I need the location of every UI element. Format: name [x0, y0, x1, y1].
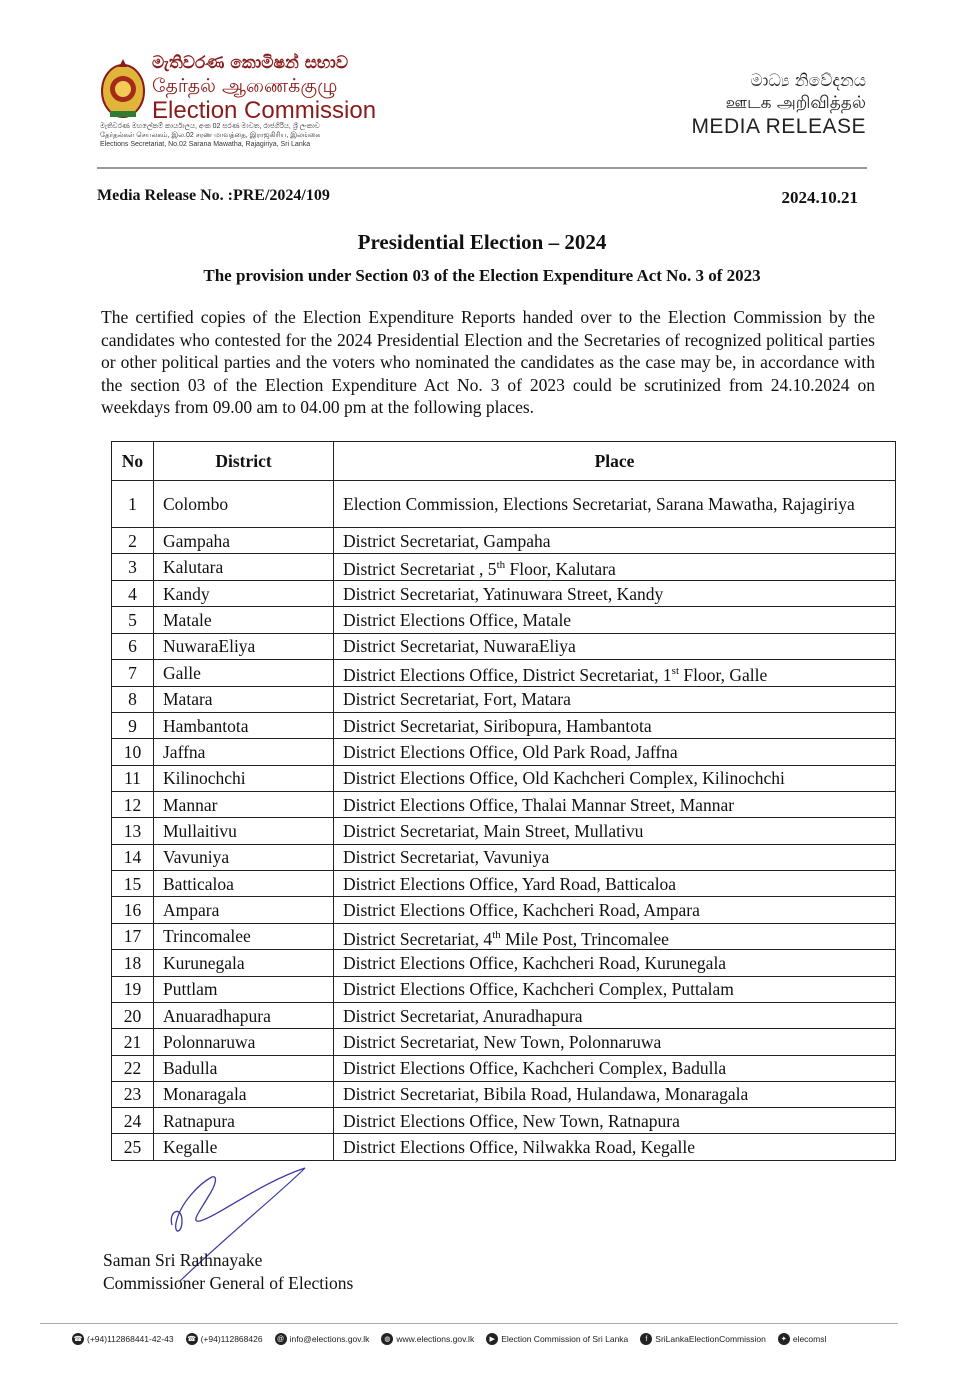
youtube-icon: ▶: [486, 1333, 498, 1345]
table-row: [112, 713, 896, 739]
header-no: No: [112, 442, 154, 481]
row-place: District Elections Office, New Town, Ratnapura: [334, 1108, 896, 1134]
row-place: District Secretariat, Vavuniya: [334, 844, 896, 870]
table-row: [112, 870, 896, 896]
release-number: Media Release No. :PRE/2024/109: [97, 187, 330, 204]
table-row: [112, 739, 896, 765]
table-row: [112, 1134, 896, 1160]
footer-contact-text: elecomsl: [792, 1334, 827, 1344]
row-district: Anuaradhapura: [154, 1002, 334, 1028]
footer-contact-text: (+94)112868441-42-43: [87, 1334, 174, 1344]
row-district: Kilinochchi: [154, 765, 334, 791]
table-row: [112, 660, 896, 687]
table-row: [112, 607, 896, 633]
document-title: Presidential Election – 2024: [357, 230, 607, 254]
row-district: Kalutara: [154, 554, 334, 581]
table-row: [112, 765, 896, 791]
row-district: Mannar: [154, 792, 334, 818]
body-paragraph: The certified copies of the Election Expenditure Reports handed over to the Election Commission by the candidates who contested for the 2024 Presidential Election and the Secretaries of recognized political parties or other political parties and the voters who nominated the candidates as the case may be, in accordance with the section 03 of the Election Expenditure Act No. 3 of 2023 could be scrutinized from 24.10.2024 on weekdays from 09.00 am to 04.00 pm at the following places.: [101, 307, 875, 417]
row-district: Jaffna: [154, 739, 334, 765]
footer-contact-item[interactable]: [778, 1333, 827, 1345]
table-row: [112, 481, 896, 528]
row-no: 12: [112, 792, 154, 818]
table-row: [112, 1055, 896, 1081]
brand-block: [152, 52, 376, 124]
row-district: Kandy: [154, 581, 334, 607]
signatory-name: Saman Sri Rathnayake: [103, 1250, 263, 1270]
address-sinhala: මැතිවරණ මහලේකම් කාර්යාලය, අංක 02 සරණ මාවත, රාජගිරිය, ශ්‍රී ලංකාව: [100, 123, 320, 130]
table-header-row: [112, 442, 896, 481]
row-no: 10: [112, 739, 154, 765]
row-no: 2: [112, 528, 154, 554]
row-no: 19: [112, 976, 154, 1002]
footer-contact-item[interactable]: [381, 1333, 474, 1345]
row-district: Matale: [154, 607, 334, 633]
row-no: 9: [112, 713, 154, 739]
row-district: Galle: [154, 660, 334, 687]
table-row: [112, 923, 896, 950]
header-district: District: [154, 442, 334, 481]
footer-contact-text: Election Commission of Sri Lanka: [501, 1334, 629, 1344]
row-no: 20: [112, 1002, 154, 1028]
phone-icon: ☎: [72, 1333, 84, 1345]
row-place: District Secretariat, Yatinuwara Street, Kandy: [334, 581, 896, 607]
row-district: Vavuniya: [154, 844, 334, 870]
row-place: District Secretariat, Gampaha: [334, 528, 896, 554]
row-place: District Secretariat, Siribopura, Hambantota: [334, 713, 896, 739]
place-text: District Secretariat , 5: [343, 559, 497, 580]
row-place: Election Commission, Elections Secretariat, Sarana Mawatha, Rajagiriya: [334, 481, 896, 528]
row-no: 22: [112, 1055, 154, 1081]
row-place: District Secretariat, Anuradhapura: [334, 1002, 896, 1028]
table-row: [112, 633, 896, 659]
signatory-designation: Commissioner General of Elections: [103, 1273, 354, 1293]
signatory-block: [103, 1249, 353, 1295]
table-row: [112, 844, 896, 870]
table-row: [112, 528, 896, 554]
row-no: 13: [112, 818, 154, 844]
row-no: 16: [112, 897, 154, 923]
twitter-icon: ✦: [778, 1333, 790, 1345]
place-text: Floor, Galle: [679, 664, 768, 685]
media-release-tamil: ஊடக அறிவித்தல்: [725, 93, 866, 113]
row-district: Colombo: [154, 481, 334, 528]
row-district: Hambantota: [154, 713, 334, 739]
footer-contact-text: info@elections.gov.lk: [289, 1334, 370, 1344]
footer-contact-item[interactable]: [486, 1333, 628, 1345]
row-district: Matara: [154, 686, 334, 712]
table-row: [112, 1081, 896, 1107]
row-district: Ratnapura: [154, 1108, 334, 1134]
row-place: District Elections Office, Kachcheri Complex, Badulla: [334, 1055, 896, 1081]
row-no: 15: [112, 870, 154, 896]
row-no: 3: [112, 554, 154, 581]
row-district: NuwaraEliya: [154, 633, 334, 659]
row-district: Mullaitivu: [154, 818, 334, 844]
row-place: District Secretariat, Bibila Road, Hulandawa, Monaragala: [334, 1081, 896, 1107]
place-text: District Elections Office, District Secretariat, 1: [343, 664, 672, 685]
place-text: Mile Post, Trincomalee: [500, 928, 669, 949]
footer-divider: [40, 1323, 898, 1324]
table-row: [112, 976, 896, 1002]
row-no: 11: [112, 765, 154, 791]
row-place: District Elections Office, Kachcheri Complex, Puttalam: [334, 976, 896, 1002]
row-district: Ampara: [154, 897, 334, 923]
media-release-english: MEDIA RELEASE: [691, 115, 866, 138]
table-row: [112, 818, 896, 844]
table-row: [112, 686, 896, 712]
header-divider: [97, 167, 867, 169]
row-place: District Secretariat, Fort, Matara: [334, 686, 896, 712]
row-district: Batticaloa: [154, 870, 334, 896]
row-district: Puttlam: [154, 976, 334, 1002]
footer-contact-item[interactable]: [72, 1333, 174, 1345]
address-block: [100, 122, 320, 149]
row-place: [334, 923, 896, 950]
row-no: 25: [112, 1134, 154, 1160]
footer-contact-text: SriLankaElectionCommission: [655, 1334, 766, 1344]
places-table: [111, 441, 896, 1161]
row-no: 7: [112, 660, 154, 687]
place-text: District Secretariat, 4: [343, 928, 493, 949]
row-place: District Elections Office, Thalai Mannar Street, Mannar: [334, 792, 896, 818]
row-place: District Elections Office, Yard Road, Batticaloa: [334, 870, 896, 896]
row-no: 8: [112, 686, 154, 712]
release-date: 2024.10.21: [781, 188, 858, 207]
row-place: [334, 660, 896, 687]
ordinal-suffix: st: [671, 665, 680, 678]
row-district: Kurunegala: [154, 950, 334, 976]
media-release-label: [691, 70, 866, 140]
header-place: Place: [334, 442, 896, 481]
brand-tamil-name: தேர்தல் ஆணைக்குழு: [152, 75, 338, 97]
row-place: District Secretariat, Main Street, Mullativu: [334, 818, 896, 844]
address-english: Elections Secretariat, No.02 Sarana Mawatha, Rajagiriya, Sri Lanka: [100, 141, 311, 148]
table-row: [112, 950, 896, 976]
table-row: [112, 1108, 896, 1134]
table-row: [112, 792, 896, 818]
globe-icon: ◍: [381, 1333, 393, 1345]
sri-lanka-emblem-icon: [100, 55, 146, 121]
row-district: Trincomalee: [154, 923, 334, 950]
row-no: 5: [112, 607, 154, 633]
ordinal-suffix: th: [496, 559, 506, 572]
footer-contact-item[interactable]: [640, 1333, 766, 1345]
email-icon: @: [275, 1333, 287, 1345]
footer-contact-item[interactable]: [275, 1333, 370, 1345]
row-no: 14: [112, 844, 154, 870]
address-tamil: தேர்தல்கள் செயலகம், இல.02 சரண மாவத்தை, இராஜகிரிய, இலங்கை: [100, 132, 321, 139]
row-no: 18: [112, 950, 154, 976]
row-district: Monaragala: [154, 1081, 334, 1107]
table-row: [112, 1002, 896, 1028]
footer-contact-text: (+94)112868426: [200, 1334, 263, 1344]
row-place: District Elections Office, Kachcheri Road, Kurunegala: [334, 950, 896, 976]
row-place: District Secretariat, New Town, Polonnaruwa: [334, 1029, 896, 1055]
row-no: 4: [112, 581, 154, 607]
row-place: District Elections Office, Kachcheri Road, Ampara: [334, 897, 896, 923]
footer-contact-text: www.elections.gov.lk: [396, 1334, 475, 1344]
row-place: District Elections Office, Matale: [334, 607, 896, 633]
table-row: [112, 581, 896, 607]
row-place: District Elections Office, Nilwakka Road, Kegalle: [334, 1134, 896, 1160]
row-district: Polonnaruwa: [154, 1029, 334, 1055]
row-no: 23: [112, 1081, 154, 1107]
row-no: 1: [112, 481, 154, 528]
row-no: 24: [112, 1108, 154, 1134]
row-district: Badulla: [154, 1055, 334, 1081]
ordinal-suffix: th: [492, 928, 501, 941]
row-no: 17: [112, 923, 154, 950]
table-row: [112, 1029, 896, 1055]
brand-sinhala-name: මැතිවරණ කොමිෂන් සභාව: [152, 53, 349, 73]
row-place: District Elections Office, Old Park Road, Jaffna: [334, 739, 896, 765]
footer-contacts: [72, 1333, 826, 1345]
media-release-sinhala: මාධ්‍ය නිවේදනය: [750, 71, 866, 91]
row-no: 21: [112, 1029, 154, 1055]
facebook-icon: f: [640, 1333, 652, 1345]
table-row: [112, 554, 896, 581]
footer-contact-item[interactable]: [186, 1333, 263, 1345]
table-body: [112, 481, 896, 1161]
row-place: District Secretariat, NuwaraEliya: [334, 633, 896, 659]
row-no: 6: [112, 633, 154, 659]
document-subtitle: The provision under Section 03 of the Election Expenditure Act No. 3 of 2023: [203, 266, 761, 285]
brand-english-name: Election Commission: [152, 97, 377, 124]
table-row: [112, 897, 896, 923]
place-text: Floor, Kalutara: [505, 559, 616, 580]
row-district: Gampaha: [154, 528, 334, 554]
fax-icon: ☎: [186, 1333, 198, 1345]
row-place: [334, 554, 896, 581]
row-place: District Elections Office, Old Kachcheri Complex, Kilinochchi: [334, 765, 896, 791]
row-district: Kegalle: [154, 1134, 334, 1160]
